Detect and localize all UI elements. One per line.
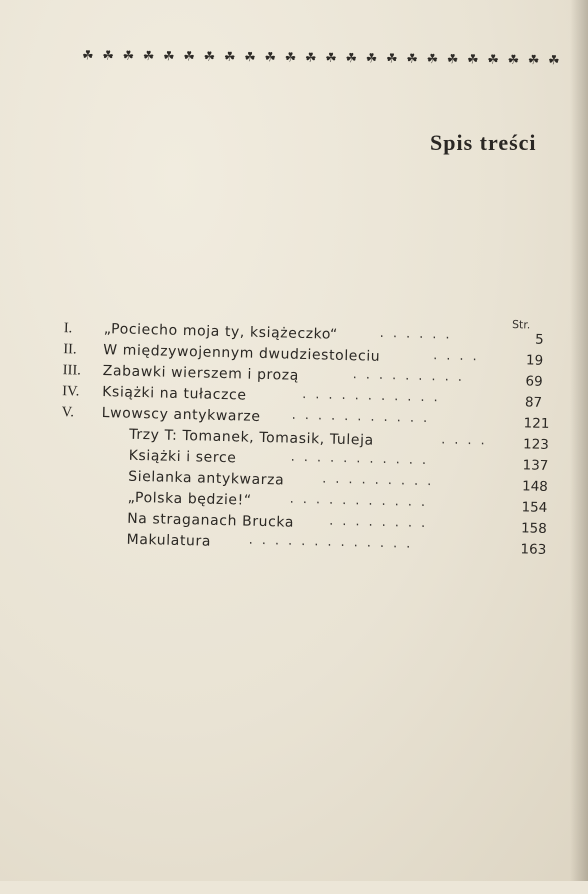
chapter-title: Na straganach Brucka	[126, 510, 295, 531]
leader-dots: ....	[433, 348, 486, 365]
leader-dots: ...........	[289, 491, 435, 511]
page-number: 163	[520, 541, 547, 558]
clover-ornament-icon: ☘	[183, 49, 196, 65]
leader-dots: ......	[379, 325, 459, 343]
clover-ornament-icon: ☘	[446, 51, 459, 67]
clover-ornament-icon: ☘	[162, 48, 175, 64]
clover-ornament-icon: ☘	[304, 50, 317, 66]
page-number: 5	[534, 331, 544, 348]
leader-dots: ...........	[302, 386, 447, 406]
leader-dots: ...........	[291, 407, 437, 427]
chapter-title: Książki na tułaczce	[102, 384, 247, 404]
clover-ornament-icon: ☘	[365, 50, 378, 67]
clover-ornament-icon: ☘	[264, 49, 277, 66]
chapter-title: Zabawki wierszem i prozą	[102, 363, 300, 384]
clover-ornament-icon: ☘	[325, 50, 337, 66]
chapter-number: V.	[61, 404, 75, 421]
page-column-header: Str.	[511, 318, 531, 332]
clover-ornament-icon: ☘	[102, 48, 115, 64]
clover-ornament-icon: ☘	[244, 49, 256, 65]
page-number: 87	[524, 394, 543, 411]
chapter-title: W międzywojennym dwudziestoleciu	[103, 342, 381, 365]
page-number: 69	[525, 373, 543, 390]
page-number: 121	[523, 415, 550, 432]
leader-dots: .........	[352, 367, 472, 386]
chapter-number: IV.	[62, 383, 80, 400]
page-title: Spis treści	[430, 130, 537, 155]
page-number: 137	[522, 457, 549, 474]
clover-ornament-icon: ☘	[122, 48, 135, 64]
page-number: 123	[522, 436, 550, 453]
leader-dots: ........	[328, 513, 435, 532]
clover-ornament-icon: ☘	[223, 49, 236, 65]
chapter-title: Trzy T: Tomanek, Tomasik, Tuleja	[129, 426, 374, 449]
chapter-title: Sielanka antykwarza	[127, 468, 285, 489]
page-edge-shadow	[570, 0, 588, 881]
leader-dots: .............	[248, 532, 420, 552]
clover-ornament-icon: ☘	[385, 51, 398, 67]
chapter-number: III.	[62, 362, 82, 379]
clover-ornament-icon: ☘	[548, 52, 560, 68]
chapter-title: Książki i serce	[128, 447, 237, 467]
clover-ornament-icon: ☘	[507, 52, 520, 68]
clover-ornament-icon: ☘	[81, 47, 94, 64]
leader-dots: .........	[322, 471, 441, 490]
page-number: 154	[521, 499, 548, 516]
clover-ornament-icon: ☘	[406, 51, 418, 67]
clover-ornament-icon: ☘	[487, 52, 500, 68]
page-number: 158	[520, 520, 548, 537]
clover-ornament-icon: ☘	[345, 50, 358, 66]
leader-dots: ....	[441, 432, 494, 449]
clover-ornament-icon: ☘	[203, 49, 216, 65]
chapter-title: „Polska będzie!“	[127, 489, 252, 509]
clover-ornament-icon: ☘	[527, 52, 540, 68]
chapter-number: I.	[63, 320, 73, 337]
chapter-title: Makulatura	[126, 531, 212, 550]
clover-ornament-icon: ☘	[426, 51, 439, 67]
chapter-title: „Pociecho moja ty, książeczko“	[103, 321, 339, 343]
clover-ornament-icon: ☘	[284, 50, 297, 66]
clover-ornament-icon: ☘	[142, 48, 155, 64]
leader-dots: ...........	[290, 449, 436, 469]
page-number: 19	[525, 352, 544, 369]
page-number: 148	[521, 478, 549, 495]
chapter-title: Lwowscy antykwarze	[101, 405, 261, 425]
chapter-number: II.	[63, 341, 77, 358]
clover-ornament-icon: ☘	[466, 52, 479, 68]
